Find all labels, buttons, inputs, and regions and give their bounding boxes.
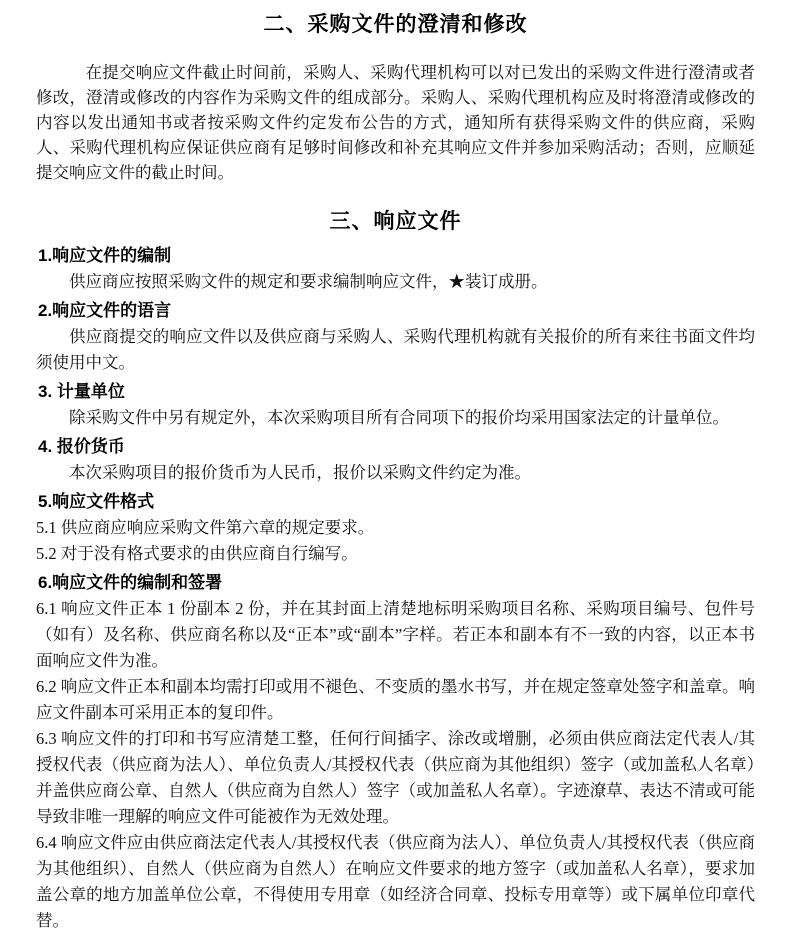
section-6-item-6-3: 6.3 响应文件的打印和书写应清楚工整，任何行间插字、涂改或增删，必须由供应商法定代表人/其授权代表（供应商为法人）、单位负责人/其授权代表（供应商为其他组织）签字（或加盖私人名章）并盖供应商公章、自然人（供应商为自然人）签字（或加盖私人名章）。字迹潦草、表达不清或可能导致非唯一理解的响应文件可能被作为无效处理。 <box>36 729 755 826</box>
section-5-item-5-2: 5.2 对于没有格式要求的由供应商自行编写。 <box>36 544 358 563</box>
section-6-item-6-1: 6.1 响应文件正本 1 份副本 2 份，并在其封面上清楚地标明采购项目名称、采购项目编号、包件号（如有）及名称、供应商名称以及“正本”或“副本”字样。若正本和副本有不一致的内容，以正本书面响应文件为准。 <box>36 599 755 670</box>
section-5-heading: 5.响应文件格式 <box>38 492 155 511</box>
section-3-heading: 3. 计量单位 <box>38 382 125 401</box>
section-4-paragraph: 本次采购项目的报价货币为人民币，报价以采购文件约定为准。 <box>69 463 531 482</box>
chapter3-title: 三、响应文件 <box>329 210 462 233</box>
section-6-item-6-2: 6.2 响应文件正本和副本均需打印或用不褪色、不变质的墨水书写，并在规定签章处签字和盖章。响应文件副本可采用正本的复印件。 <box>36 677 755 722</box>
section-6-item-6-4: 6.4 响应文件应由供应商法定代表人/其授权代表（供应商为法人）、单位负责人/其授权代表（供应商为其他组织）、自然人（供应商为自然人）在响应文件要求的地方签字（或加盖私人名章），要求加盖公章的地方加盖单位公章，不得使用专用章（如经济合同章、投标专用章等）或下属单位印章代替。 <box>36 833 755 930</box>
section-1-heading: 1.响应文件的编制 <box>38 246 172 265</box>
section-2-paragraph: 供应商提交的响应文件以及供应商与采购人、采购代理机构就有关报价的所有来往书面文件均须使用中文。 <box>36 327 755 372</box>
section-4-heading: 4. 报价货币 <box>38 437 125 456</box>
chapter2-title: 二、采购文件的澄清和修改 <box>263 13 528 36</box>
section-5-item-5-1: 5.1 供应商应响应采购文件第六章的规定要求。 <box>36 518 375 537</box>
section-2-heading: 2.响应文件的语言 <box>38 301 172 320</box>
chapter2-paragraph: 在提交响应文件截止时间前，采购人、采购代理机构可以对已发出的采购文件进行澄清或者修改，澄清或修改的内容作为采购文件的组成部分。采购人、采购代理机构应及时将澄清或修改的内容以发出通知书或者按采购文件约定发布公告的方式，通知所有获得采购文件的供应商，采购人、采购代理机构应保证供应商有足够时间修改和补充其响应文件并参加采购活动；否则，应顺延提交响应文件的截止时间。 <box>36 63 755 182</box>
section-3-paragraph: 除采购文件中另有规定外，本次采购项目所有合同项下的报价均采用国家法定的计量单位。 <box>69 408 729 427</box>
section-1-paragraph: 供应商应按照采购文件的规定和要求编制响应文件，★装订成册。 <box>69 272 548 291</box>
section-6-heading: 6.响应文件的编制和签署 <box>38 573 223 592</box>
